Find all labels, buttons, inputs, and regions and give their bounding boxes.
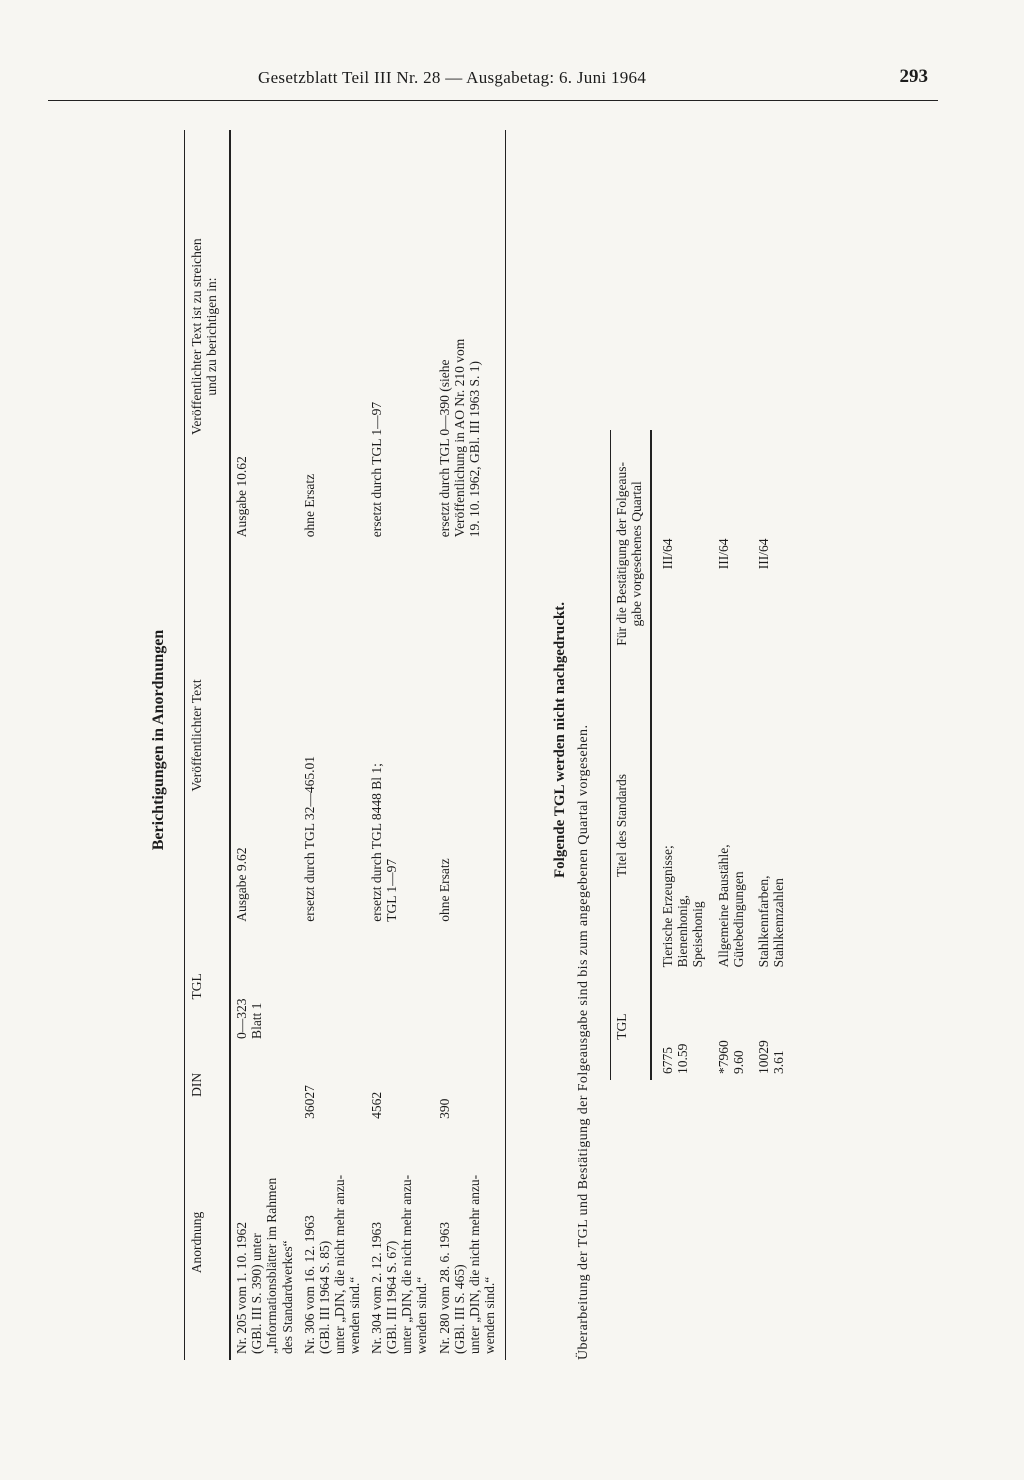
cell-line: unter „DIN, die nicht mehr anzu-	[399, 1174, 415, 1354]
cell-line: wenden sind.“	[481, 1276, 497, 1354]
cell-line: 10029	[755, 1040, 771, 1074]
cell-line: Blatt 1	[249, 1002, 265, 1039]
cell-line: TGL 1—97	[384, 858, 400, 922]
cell-line: Stahlkennfarben,	[755, 875, 771, 968]
cell-line: 6775	[660, 1047, 676, 1074]
col-header-din: DIN	[185, 1045, 231, 1125]
table-row	[434, 130, 506, 1360]
cell-line: ohne Ersatz	[301, 473, 317, 538]
col-header-titel: Titel des Standards	[611, 678, 652, 974]
cell-verweis	[230, 130, 298, 543]
cell-anordnung	[434, 1125, 506, 1360]
cell-quartal: III/64	[715, 538, 731, 570]
cell-tgl	[651, 973, 707, 1080]
cell-anordnung	[366, 1125, 433, 1360]
cell-line: Tierische Erzeugnisse;	[660, 845, 676, 968]
cell-line: 0—323	[234, 998, 250, 1039]
cell-line: Speisehonig	[690, 901, 706, 968]
table-row	[230, 130, 298, 1360]
cell-line: ersetzt durch TGL 0—390 (siehe	[436, 359, 452, 538]
cell-line: 10.59	[675, 1043, 691, 1074]
col-header-tgl: TGL	[185, 928, 231, 1045]
cell-anordnung	[230, 1125, 298, 1360]
cell-text	[299, 543, 366, 928]
section-title-berichtigungen: Berichtigungen in Anordnungen	[150, 629, 167, 851]
table-row	[366, 130, 433, 1360]
page-header	[48, 60, 938, 101]
cell-text	[230, 543, 298, 928]
tgl-table	[610, 430, 788, 1080]
cell-line: 3.61	[770, 1050, 786, 1074]
cell-line: Nr. 205 vom 1. 10. 1962	[234, 1221, 250, 1354]
cell-line: Allgemeine Baustähle,	[715, 844, 731, 968]
cell-line: Nr. 304 vom 2. 12. 1963	[369, 1221, 385, 1354]
cell-line: *7960	[715, 1040, 731, 1074]
col-header-quartal-line2: gabe vorgesehenes Quartal	[629, 481, 645, 627]
cell-text	[434, 543, 506, 928]
cell-line: wenden sind.“	[346, 1276, 362, 1354]
cell-line: (GBl. III S. 390) unter	[249, 1233, 265, 1354]
col-header-quartal	[611, 430, 652, 678]
col-header-text: Veröffentlichter Text	[185, 543, 231, 928]
cell-line: des Standardwerkes“	[279, 1240, 295, 1354]
cell-line: unter „DIN, die nicht mehr anzu-	[466, 1174, 482, 1354]
cell-line: ohne Ersatz	[436, 858, 452, 922]
rotated-content	[150, 120, 786, 1360]
cell-titel	[748, 678, 788, 974]
table-row	[299, 130, 366, 1360]
cell-quartal: III/64	[660, 538, 676, 570]
cell-line: Gütebedingungen	[730, 871, 746, 968]
col-header-quartal-line1: Für die Bestätigung der Folgeaus-	[614, 462, 629, 646]
cell-line: ersetzt durch TGL 32—465.01	[301, 756, 317, 922]
cell-line: (GBl. III 1964 S. 67)	[384, 1240, 400, 1354]
cell-titel	[708, 678, 748, 974]
section-title-nicht-nachgedruckt: Folgende TGL werden nicht nachgedruckt.	[552, 602, 568, 878]
cell-verweis	[299, 130, 366, 543]
cell-line: ersetzt durch TGL 1—97	[369, 401, 385, 538]
cell-line: unter „DIN, die nicht mehr anzu-	[331, 1174, 347, 1354]
cell-line: Nr. 306 vom 16. 12. 1963	[301, 1215, 317, 1354]
col-header-tgl: TGL	[611, 973, 652, 1080]
cell-line: 19. 10. 1962, GBl. III 1963 S. 1)	[466, 360, 482, 538]
cell-tgl	[748, 973, 788, 1080]
col-header-verweis	[185, 130, 231, 543]
table-row	[651, 430, 707, 1080]
cell-tgl	[434, 928, 506, 1045]
cell-tgl	[299, 928, 366, 1045]
section2-intro: Überarbeitung der TGL und Bestätigung der Folgeausgabe sind bis zum angegebenen Quartal vorgesehen.	[576, 724, 591, 1360]
berichtigungen-table	[184, 130, 506, 1360]
cell-verweis	[434, 130, 506, 543]
cell-line: Veröffentlichung in AO Nr. 210 vom	[451, 338, 467, 538]
cell-titel	[651, 678, 707, 974]
cell-line: Bienenhonig,	[675, 894, 691, 968]
cell-quartal: III/64	[755, 538, 771, 570]
cell-text	[366, 543, 433, 928]
table-row	[708, 430, 748, 1080]
cell-din	[230, 1045, 298, 1125]
cell-tgl	[230, 928, 298, 1045]
col-header-verweis-line1: Veröffentlichter Text ist zu streichen	[189, 238, 204, 435]
cell-line: Stahlkennzahlen	[770, 878, 786, 968]
cell-line: 9.60	[730, 1050, 746, 1074]
col-header-anordnung: Anordnung	[185, 1125, 231, 1360]
cell-din: 390	[434, 1045, 506, 1125]
cell-line: Nr. 280 vom 28. 6. 1963	[436, 1221, 452, 1354]
cell-line: Ausgabe 9.62	[234, 847, 250, 922]
cell-line: wenden sind.“	[414, 1276, 430, 1354]
cell-line: „Informationsblätter im Rahmen	[264, 1177, 280, 1354]
cell-din: 36027	[301, 1085, 317, 1119]
cell-anordnung	[299, 1125, 366, 1360]
cell-verweis	[366, 130, 433, 543]
cell-line: ersetzt durch TGL 8448 Bl 1;	[369, 763, 385, 922]
header-title: Gesetzblatt Teil III Nr. 28 — Ausgabetag: 6. Juni 1964	[258, 68, 647, 87]
cell-tgl	[708, 973, 748, 1080]
col-header-verweis-line2: und zu berichtigen in:	[204, 277, 220, 396]
table-row	[748, 430, 788, 1080]
cell-tgl	[366, 928, 433, 1045]
cell-line: (GBl. III S. 465)	[451, 1264, 467, 1354]
cell-din: 4562	[369, 1091, 385, 1119]
cell-line: Ausgabe 10.62	[234, 456, 250, 538]
cell-line: (GBl. III 1964 S. 85)	[316, 1240, 332, 1354]
page-number: 293	[899, 66, 928, 87]
